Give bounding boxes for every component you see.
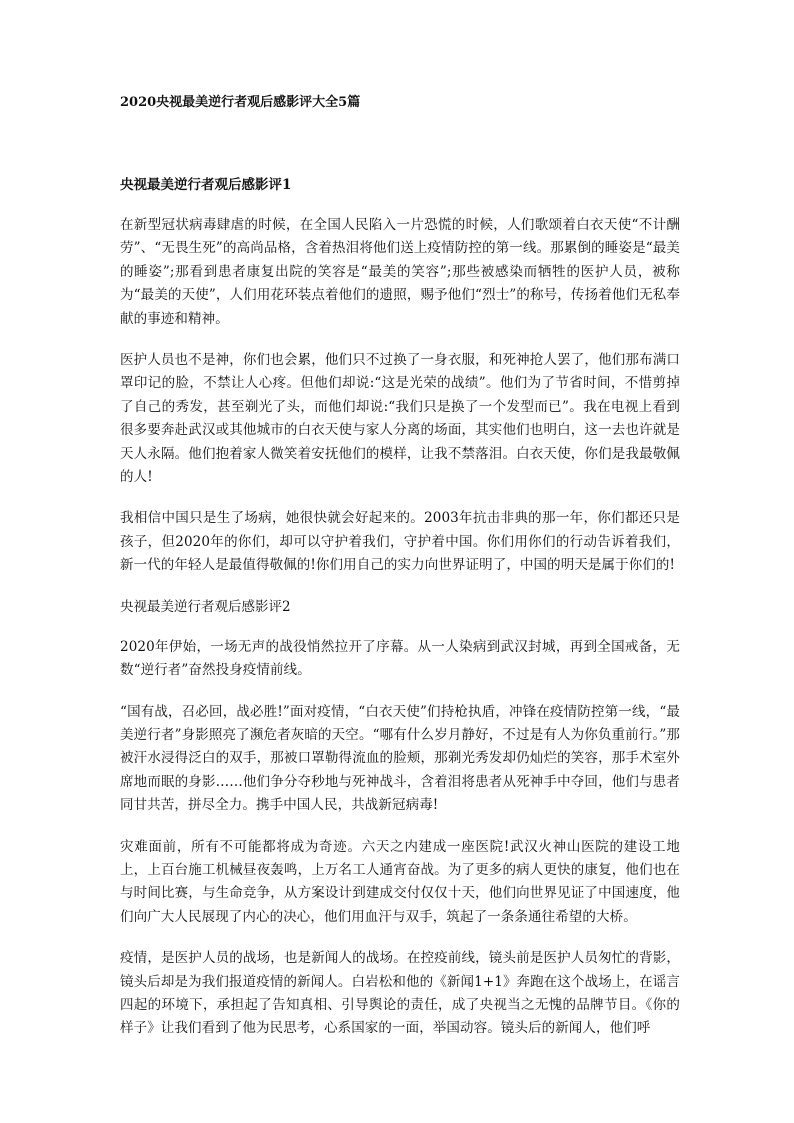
- paragraph: 我相信中国只是生了场病，她很快就会好起来的。2003年抗击非典的那一年，你们都还只是孩子，但2020年的你们，却可以守护着我们，守护着中国。你们用你们的行动告诉着我们，新一代的年轻人是最值得敬佩的!你们用自己的实力向世界证明了，中国的明天是属于你们的!: [120, 510, 680, 574]
- paragraph: 在新型冠状病毒肆虐的时候，在全国人民陷入一片恐慌的时候，人们歌颂着白衣天使“不计酬劳”、“无畏生死”的高尚品格，含着热泪将他们送上疫情防控的第一线。那累倒的睡姿是“最美的睡姿”;那看到患者康复出院的笑容是“最美的笑容”;那些被感染而牺牲的医护人员，被称为“最美的天使”，人们用花环装点着他们的遗照，赐予他们“烈士”的称号，传扬着他们无私奉献的事迹和精神。: [120, 217, 680, 327]
- paragraph: 灾难面前，所有不可能都将成为奇迹。六天之内建成一座医院!武汉火神山医院的建设工地上，上百台施工机械昼夜轰鸣，上万名工人通宵奋战。为了更多的病人更快的康复，他们也在与时间比赛，与生命竞争，从方案设计到建成交付仅仅十天，他们向世界见证了中国速度，他们向广大人民展现了内心的决心，他们用血汗与双手，筑起了一条条通往希望的大桥。: [120, 838, 680, 925]
- paragraph: 2020年伊始，一场无声的战役悄然拉开了序幕。从一人染病到武汉封城，再到全国戒备，无数“逆行者”奋然投身疫情前线。: [120, 638, 680, 679]
- document-page: [120, 92, 680, 1041]
- document-title: 2020央视最美逆行者观后感影评大全5篇: [120, 95, 361, 110]
- section-heading-1: 央视最美逆行者观后感影评1: [120, 177, 292, 193]
- paragraph: 疫情，是医护人员的战场，也是新闻人的战场。在控疫前线，镜头前是医护人员匆忙的背影，镜头后却是为我们报道疫情的新闻人。白岩松和他的《新闻1+1》奔跑在这个战场上，在谣言四起的环境下，承担起了告知真相、引导舆论的责任，成了央视当之无愧的品牌节目。《你的样子》让我们看到了他为民思考，心系国家的一面，举国动容。镜头后的新闻人，他们呼: [120, 950, 680, 1037]
- paragraph: 医护人员也不是神，你们也会累，他们只不过换了一身衣服，和死神抢人罢了，他们那布满口罩印记的脸，不禁让人心疼。但他们却说:“这是光荣的战绩”。他们为了节省时间，不惜剪掉了自己的秀发，甚至剃光了头，而他们却说:“我们只是换了一个发型而已”。我在电视上看到很多要奔赴武汉或其他城市的白衣天使与家人分离的场面，其实他们也明白，这一去也许就是天人永隔。他们抱着家人微笑着安抚他们的模样，让我不禁落泪。白衣天使，你们是我最敬佩的人!: [120, 352, 680, 486]
- paragraph: “国有战，召必回，战必胜!”面对疫情，“白衣天使”们持枪执盾，冲锋在疫情防控第一线，“最美逆行者”身影照亮了濒危者灰暗的天空。“哪有什么岁月静好，不过是有人为你负重前行。”那被汗水浸得泛白的双手，那被口罩勒得流血的脸颊，那剃光秀发却仍灿烂的笑容，那手术室外席地而眠的身影……他们争分夺秒地与死神战斗，含着泪将患者从死神手中夺回，他们与患者同甘共苦，拼尽全力。携手中国人民，共战新冠病毒!: [120, 703, 680, 814]
- section-heading-2: 央视最美逆行者观后感影评2: [120, 598, 291, 615]
